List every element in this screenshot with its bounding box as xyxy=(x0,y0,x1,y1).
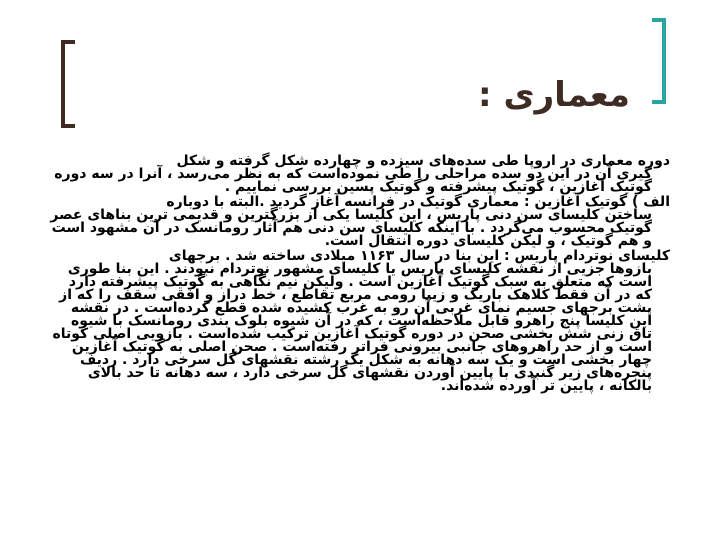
paragraph-continuation: ساختن کلیسای سن دنی پاریس ، این کلیسا یکی از بزرگترین و قدیمی ترین بناهای عصر گوتیک محسوب می‌گردد . با اینکه کلیسای سن دنی هم آثار رومانسک در آن مشهود است و هم گوتیک ، و لیکن کلیسای دوره انتقال است. xyxy=(50,207,652,249)
paragraph-early-gothic xyxy=(48,196,670,248)
paragraph-continuation: بازوها جزیی از نقشه کلیسای پاریس یا کلیسای مشهور نوتردام نبودند . این بنا طوری است که متعلق به سبک گوتیک آغازین است . ولیکن نیم نگاهی به گوتیک پیشرفته دارد که در آن فقط کلاهک باریک و زیبا رومی مربع تقاطع ، خط دراز و افقی سقف را که از پشت برجهای جسیم نمای غربی آن رو به غرب کشیده شده قطع کرده‌است . در نقشه این کلیسا پنج راهرو قابل ملاحظه‌است ، که در آن شیوه بلوک بندی رومانسک با شیوه تاق زنی شش بخشی صحن در دوره گوتیک آغازین ترکیب شده‌است . بازویی اصلی کوتاه است و از حد راهروهای جانبی بیرونی فراتر رفته‌است . صحن اصلی به گوتیک آغازین چهار بخشی است و یک سه دهانه به شکل یک رشته نقشهای گل سرخی دارد . ردیف پنجره‌های زیر گنبدی با پایین آوردن نقشهای گل سرخی دارد ، سه دهانه تا حد بالای بالکانه ، پایین تر آورده شده‌اند. xyxy=(52,261,652,394)
paragraph-first-line: کلیسای نوتردام پاریس : این بنا در سال ۱۱۶۳ میلادی ساخته شد . برجهای xyxy=(168,248,670,264)
paragraph-gothic-intro xyxy=(48,155,670,194)
slide-body xyxy=(48,155,670,395)
paragraph-continuation: گیری آن در این دو سده مراحلی را طی نموده‌است که به نظر می‌رسد ، آنرا در سه دوره گوتیک آغازین ، گوتیک پیشرفته و گوتیک پسین بررسی نماییم . xyxy=(54,166,652,195)
paragraph-first-line: الف ) گوتیک آغازین : معماری گوتیک در فرانسه آغاز گردید .البته با دوباره xyxy=(166,194,670,210)
paragraph-first-line: دوره معماری در اروپا طی سده‌های سیزده و چهارده شکل گرفته و شکل xyxy=(176,153,670,169)
left-bracket-decoration xyxy=(61,40,75,128)
right-bracket-decoration xyxy=(652,18,666,104)
paragraph-notre-dame xyxy=(48,250,670,393)
slide-title: معماری : xyxy=(478,75,630,115)
